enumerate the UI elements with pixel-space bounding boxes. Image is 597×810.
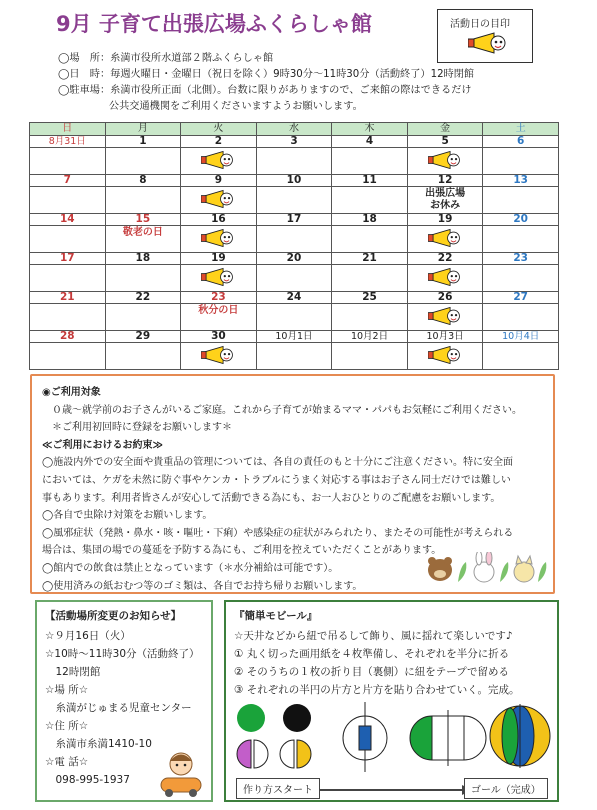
calendar-date: 18 [332, 214, 408, 226]
calendar-cell [105, 226, 181, 253]
mobile-step: ☆天井などから紐で吊るして飾り、風に揺れて楽しいです♪ [234, 630, 513, 642]
calendar-cell [30, 304, 106, 331]
calendar-date: 5 [407, 136, 483, 148]
goal-label: ゴール（完成） [464, 778, 548, 799]
weekday-header: 水 [256, 123, 332, 136]
notice-line: 12時閉館 [45, 666, 101, 678]
calendar-cell [407, 265, 483, 292]
calendar-cell [181, 226, 257, 253]
calendar-cell [483, 265, 559, 292]
mobile-step: ① 丸く切った画用紙を４枚準備し、それぞれを半分に折る [234, 648, 510, 660]
calendar-note: 秋分の日 [198, 305, 239, 316]
usage-rules-box [30, 374, 555, 594]
calendar-cell [332, 343, 408, 370]
calendar-cell [30, 226, 106, 253]
megaphone-icon [428, 306, 462, 330]
calendar-note: 敬老の日 [122, 227, 163, 238]
calendar-cell [181, 148, 257, 175]
calendar-date: 14 [30, 214, 106, 226]
calendar-cell [256, 148, 332, 175]
legend-box [437, 9, 533, 63]
calendar-date: 8月31日 [30, 136, 106, 148]
mobile-steps-diagram [232, 702, 554, 776]
usage-line: ◯館内での飲食は禁止となっています（＊水分補給は可能です）。 [42, 563, 339, 574]
calendar-cell [407, 148, 483, 175]
calendar-cell [483, 187, 559, 214]
calendar-cell [181, 304, 257, 331]
calendar-date: 17 [30, 253, 106, 265]
notice-line: ☆電 話☆ [45, 756, 89, 768]
calendar-date: 15 [105, 214, 181, 226]
info-time: ◯日 時：毎週火曜日・金曜日（祝日を除く）9時30分～11時30分（活動終了）12時閉館 [58, 69, 475, 80]
calendar-cell [256, 187, 332, 214]
calendar-date: 26 [407, 292, 483, 304]
calendar-cell [483, 226, 559, 253]
calendar-date: 18 [105, 253, 181, 265]
calendar-cell [332, 148, 408, 175]
weekday-header: 月 [105, 123, 181, 136]
megaphone-icon [468, 32, 508, 58]
calendar-date: 11 [332, 175, 408, 187]
notice-line: 098-995-1937 [45, 774, 130, 786]
calendar-date: 23 [181, 292, 257, 304]
mobile-step: 『簡単モビール』 [234, 610, 318, 622]
calendar-date: 20 [256, 253, 332, 265]
calendar-cell [407, 226, 483, 253]
weekday-header: 土 [483, 123, 559, 136]
megaphone-icon [201, 345, 235, 369]
notice-line: 糸満市糸満1410-10 [45, 738, 152, 750]
calendar-date: 9 [181, 175, 257, 187]
calendar-cell [483, 148, 559, 175]
legend-label: 活動日の目印 [450, 19, 510, 30]
calendar-cell [483, 304, 559, 331]
calendar-date: 17 [256, 214, 332, 226]
calendar-cell [181, 187, 257, 214]
megaphone-icon [201, 189, 235, 213]
calendar-date: 2 [181, 136, 257, 148]
usage-line: ◯風邪症状（発熱・鼻水・咳・嘔吐・下痢）や感染症の症状がみられたり、またその可能性が考えられる [42, 527, 514, 539]
calendar-date: 24 [256, 292, 332, 304]
calendar-cell [181, 343, 257, 370]
calendar-cell [256, 343, 332, 370]
calendar-cell [407, 187, 483, 214]
megaphone-icon [428, 150, 462, 174]
calendar-date: 20 [483, 214, 559, 226]
calendar-cell [332, 304, 408, 331]
calendar-date: 27 [483, 292, 559, 304]
notice-line: ☆場 所☆ [45, 684, 89, 696]
calendar-note: 出張広場 お休み [425, 188, 466, 211]
calendar-date: 8 [105, 175, 181, 187]
calendar-date: 4 [332, 136, 408, 148]
megaphone-icon [201, 150, 235, 174]
notice-line: ☆９月16日（火） [45, 630, 131, 642]
megaphone-icon [428, 228, 462, 252]
activity-calendar [29, 122, 559, 370]
calendar-date: 22 [105, 292, 181, 304]
calendar-date: 19 [181, 253, 257, 265]
calendar-date: 3 [256, 136, 332, 148]
calendar-date: 10月4日 [483, 331, 559, 343]
calendar-cell [105, 265, 181, 292]
usage-line: 事もあります。利用者皆さんが安心して活動できる為にも、お一人おひとりのご配慮をお願いします。 [42, 492, 501, 504]
location-change-notice [35, 600, 213, 802]
animal-illustration [424, 552, 549, 590]
usage-line: においては、ケガを未然に防ぐ事やケンカ・トラブルにうまく対応する事はお子さん同士だけでは難しい [42, 475, 511, 486]
calendar-date: 16 [181, 214, 257, 226]
calendar-date: 1 [105, 136, 181, 148]
usage-line: ◯各自で虫除け対策をお願いします。 [42, 510, 213, 522]
start-label: 作り方スタート [236, 778, 320, 799]
calendar-cell [483, 343, 559, 370]
megaphone-icon [428, 345, 462, 369]
calendar-date: 13 [483, 175, 559, 187]
calendar-date: 21 [332, 253, 408, 265]
calendar-date: 22 [407, 253, 483, 265]
usage-line: ≪ご利用におけるお約束≫ [42, 439, 163, 451]
calendar-cell [256, 304, 332, 331]
calendar-cell [105, 343, 181, 370]
calendar-date: 28 [30, 331, 106, 343]
calendar-date: 7 [30, 175, 106, 187]
info-place: ◯場 所：糸満市役所水道部２階ふくらしゃ館 [58, 53, 274, 64]
notice-line: ☆住 所☆ [45, 720, 89, 732]
info-parking: ◯駐車場：糸満市役所正面（北側）。台数に限りがありますので、ご来館の際はできるだけ [58, 85, 472, 96]
mobile-step: ③ それぞれの半円の片方と片方を貼り合わせていく。完成。 [234, 684, 520, 696]
calendar-cell [256, 265, 332, 292]
usage-line: ◯使用済みの紙おむつ等のゴミ類は、各自でお持ち帰りお願いします。 [42, 580, 363, 592]
weekday-header: 木 [332, 123, 408, 136]
notice-line: 【活動場所変更のお知らせ】 [45, 610, 182, 622]
calendar-cell [181, 265, 257, 292]
weekday-header: 日 [30, 123, 106, 136]
usage-line: ＊ご利用初回時に登録をお願いします＊ [42, 422, 232, 434]
usage-line: 場合は、集団の場での蔓延を予防する為にも、ご利用を控えていただくことがあります。 [42, 545, 442, 557]
calendar-cell [332, 187, 408, 214]
notice-line: 糸満がじゅまる児童センター [45, 702, 192, 714]
calendar-date: 12 [407, 175, 483, 187]
megaphone-icon [428, 267, 462, 291]
notice-line: ☆10時～11時30分（活動終了） [45, 648, 200, 660]
calendar-cell [407, 304, 483, 331]
page-title: 9月 子育て出張広場ふくらしゃ館 [56, 12, 372, 36]
calendar-date: 23 [483, 253, 559, 265]
calendar-cell [256, 226, 332, 253]
megaphone-icon [201, 228, 235, 252]
usage-line: ◯施設内外での安全面や貴重品の管理については、各自の責任のもと十分にご注意ください。特に安全面 [42, 457, 513, 469]
calendar-date: 30 [181, 331, 257, 343]
calendar-date: 25 [332, 292, 408, 304]
calendar-cell [407, 343, 483, 370]
calendar-date: 10月1日 [256, 331, 332, 343]
mobile-step: ② そのうちの１枚の折り目（裏側）に紐をテープで留める [234, 666, 510, 678]
calendar-date: 10月3日 [407, 331, 483, 343]
calendar-cell [105, 187, 181, 214]
easy-mobile-guide [224, 600, 559, 802]
calendar-cell [105, 148, 181, 175]
calendar-date: 6 [483, 136, 559, 148]
calendar-cell [332, 226, 408, 253]
usage-line: ０歳～就学前のお子さんがいるご家庭。これから子育てが始まるママ・パパもお気軽にご利用ください。 [42, 404, 522, 416]
calendar-cell [30, 265, 106, 292]
calendar-cell [332, 265, 408, 292]
calendar-date: 10月2日 [332, 331, 408, 343]
weekday-header: 火 [181, 123, 257, 136]
calendar-cell [30, 343, 106, 370]
calendar-date: 10 [256, 175, 332, 187]
calendar-cell [30, 187, 106, 214]
child-illustration [155, 748, 207, 802]
calendar-date: 19 [407, 214, 483, 226]
megaphone-icon [201, 267, 235, 291]
calendar-cell [105, 304, 181, 331]
info-parking-cont: 公共交通機関をご利用くださいますようお願いします。 [58, 101, 363, 112]
calendar-date: 21 [30, 292, 106, 304]
weekday-header: 金 [407, 123, 483, 136]
calendar-date: 29 [105, 331, 181, 343]
usage-line: ◉ご利用対象 [42, 387, 101, 398]
calendar-cell [30, 148, 106, 175]
